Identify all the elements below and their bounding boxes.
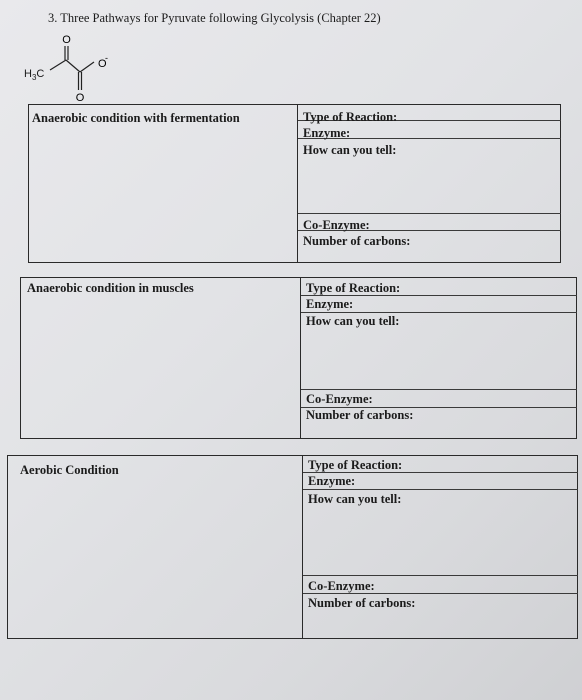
- coenzyme-label: Co-Enzyme:: [306, 392, 373, 406]
- how-can-you-tell-label: How can you tell:: [306, 314, 400, 328]
- enzyme-label: Enzyme:: [303, 126, 351, 140]
- bottom-oxygen-label: O: [75, 92, 85, 104]
- info-column: [300, 277, 577, 439]
- info-line: [303, 575, 578, 576]
- question-title: 3. Three Pathways for Pyruvate following Glycolysis (Chapter 22): [48, 11, 381, 25]
- info-column: [297, 104, 561, 263]
- top-oxygen-label: O: [62, 34, 71, 46]
- enzyme-label: Enzyme:: [306, 297, 354, 311]
- section-heading: Anaerobic condition with fermentation: [32, 111, 240, 125]
- info-line: [298, 213, 561, 214]
- section-heading: Anaerobic condition in muscles: [27, 281, 194, 295]
- section-muscles: [20, 277, 577, 439]
- section-aerobic: [7, 455, 578, 639]
- info-line: [301, 389, 577, 390]
- info-line: [303, 489, 578, 490]
- coenzyme-label: Co-Enzyme:: [308, 579, 375, 593]
- pyruvate-skeleton: [20, 30, 140, 108]
- type-of-reaction-label: Type of Reaction:: [308, 458, 403, 472]
- coenzyme-label: Co-Enzyme:: [303, 218, 370, 232]
- number-of-carbons-label: Number of carbons:: [306, 408, 414, 422]
- section-fermentation: [28, 104, 561, 263]
- number-of-carbons-label: Number of carbons:: [308, 596, 416, 610]
- number-of-carbons-label: Number of carbons:: [303, 234, 411, 248]
- info-column: [302, 455, 578, 639]
- how-can-you-tell-label: How can you tell:: [308, 492, 402, 506]
- methyl-group-label: $H_3C$: [24, 68, 45, 83]
- type-of-reaction-label: Type of Reaction:: [303, 110, 398, 124]
- enzyme-label: Enzyme:: [308, 474, 356, 488]
- type-of-reaction-label: Type of Reaction:: [306, 281, 401, 295]
- negative-charge-label: -: [105, 53, 108, 63]
- carboxylate-oxygen-label: O: [98, 58, 107, 70]
- section-heading: Aerobic Condition: [20, 463, 119, 477]
- how-can-you-tell-label: How can you tell:: [303, 143, 397, 157]
- info-line: [301, 312, 577, 313]
- pyruvate-structure: [20, 30, 140, 108]
